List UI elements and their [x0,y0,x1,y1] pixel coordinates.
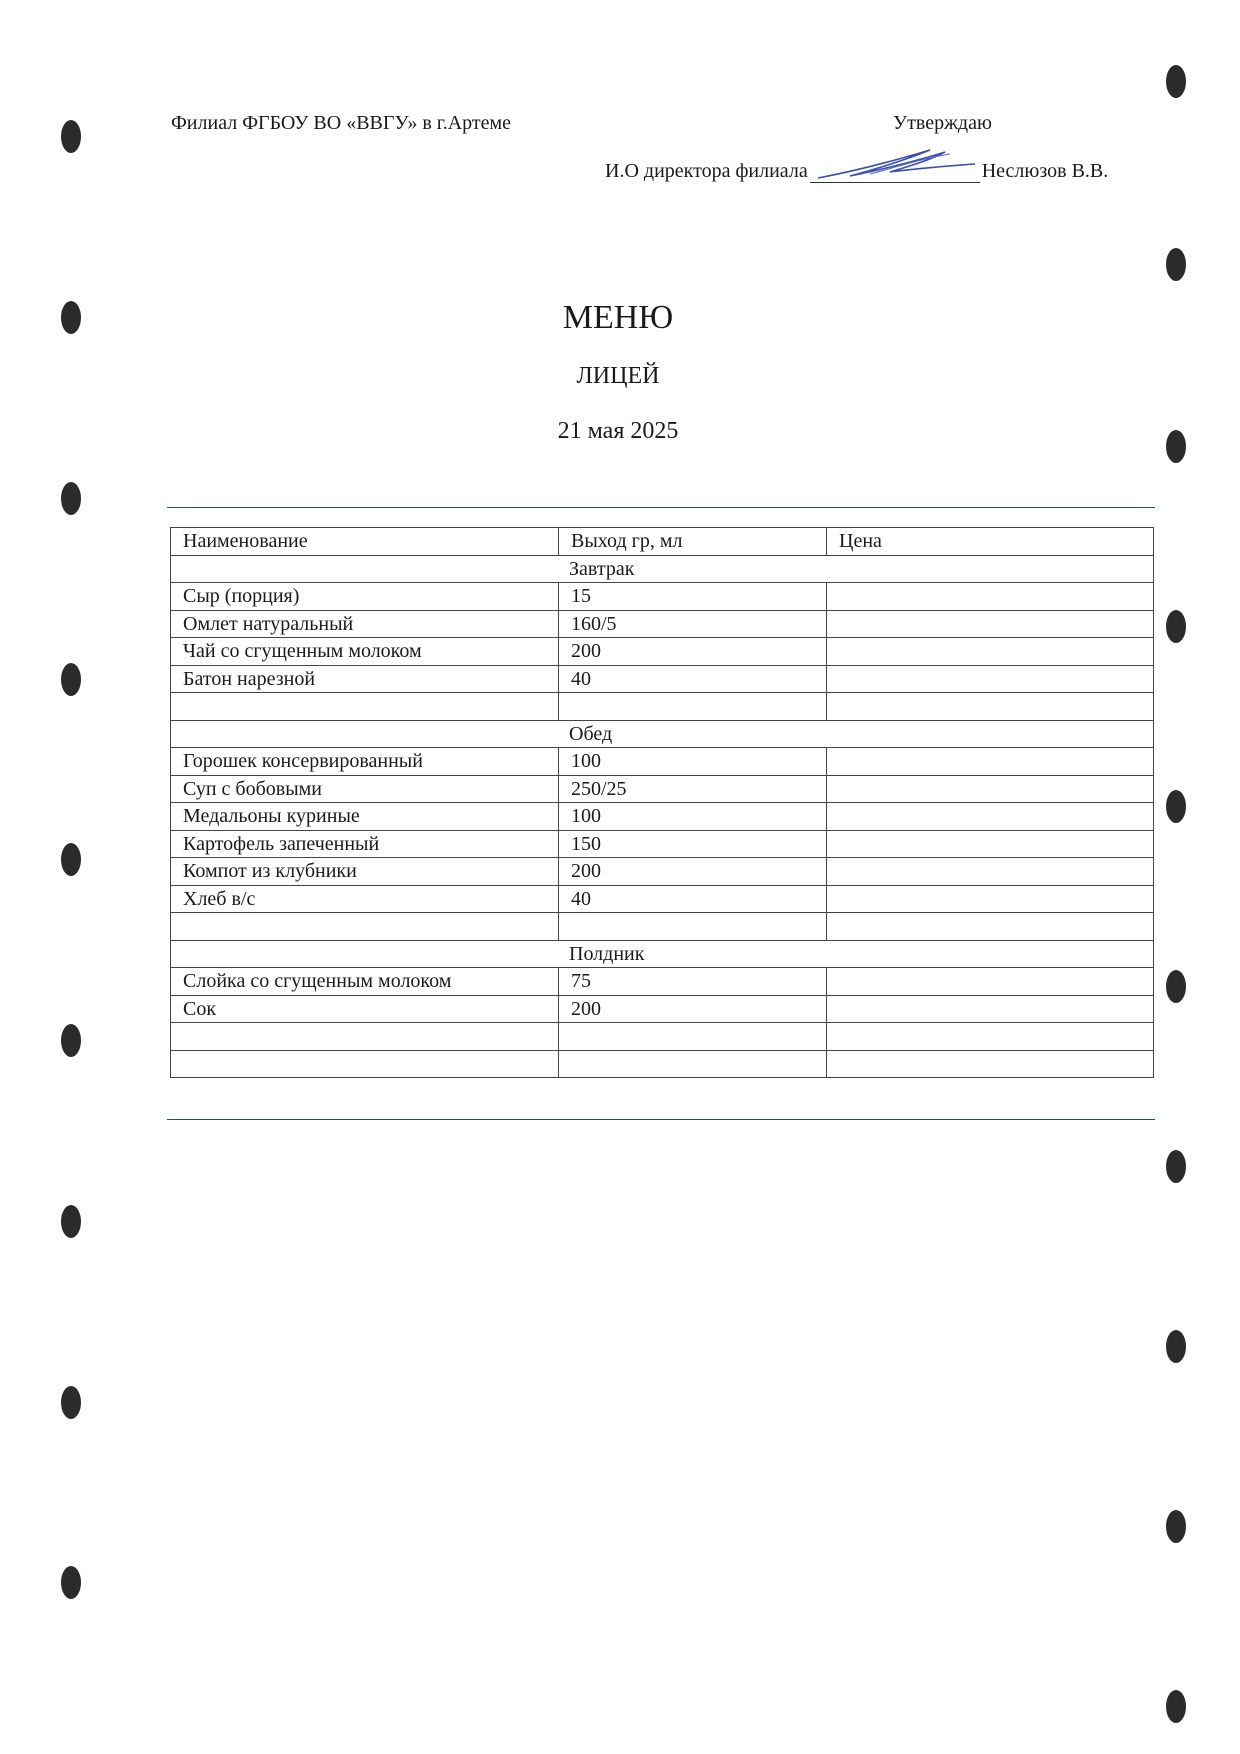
item-price [827,693,1154,721]
item-price [827,610,1154,638]
binder-hole [1166,65,1186,98]
item-name: Суп с бобовыми [171,775,559,803]
organization-name: Филиал ФГБОУ ВО «ВВГУ» в г.Артеме [171,112,512,134]
item-name: Картофель запеченный [171,830,559,858]
item-price [827,885,1154,913]
item-yield: 150 [559,830,827,858]
binder-hole [61,1566,81,1599]
table-row [171,885,1154,913]
item-yield: 40 [559,885,827,913]
table-row [171,693,1154,721]
table-row [171,665,1154,693]
item-name: Медальоны куриные [171,803,559,831]
binder-hole [61,482,81,515]
table-row [171,583,1154,611]
section-label: Завтрак [171,555,1154,583]
section-label: Обед [171,720,1154,748]
table-row [171,1023,1154,1051]
item-yield [559,913,827,941]
binder-hole [1166,1690,1186,1723]
item-yield: 100 [559,803,827,831]
document-date: 21 мая 2025 [557,418,679,444]
item-name: Горошек консервированный [171,748,559,776]
binder-hole [1166,1510,1186,1543]
item-price [827,665,1154,693]
binder-hole [61,1024,81,1057]
item-yield [559,693,827,721]
table-row [171,1050,1154,1078]
table-section-row [171,555,1154,583]
item-price [827,748,1154,776]
item-price [827,583,1154,611]
binder-hole [1166,1330,1186,1363]
item-yield [559,1050,827,1078]
item-yield: 200 [559,995,827,1023]
signature [810,160,980,183]
column-header-price: Цена [827,528,1154,556]
table-row [171,803,1154,831]
item-yield: 160/5 [559,610,827,638]
item-name: Компот из клубники [171,858,559,886]
binder-hole [1166,248,1186,281]
approve-label: Утверждаю [893,112,992,134]
item-price [827,803,1154,831]
item-price [827,913,1154,941]
column-header-name: Наименование [171,528,559,556]
table-row [171,830,1154,858]
item-yield: 75 [559,968,827,996]
item-name: Слойка со сгущенным молоком [171,968,559,996]
table-row [171,858,1154,886]
item-name: Сыр (порция) [171,583,559,611]
table-header-row [171,528,1154,556]
item-yield: 250/25 [559,775,827,803]
bottom-divider [167,1119,1155,1120]
menu-table [170,527,1154,1078]
item-price [827,830,1154,858]
item-name [171,1050,559,1078]
item-price [827,968,1154,996]
binder-hole [61,843,81,876]
binder-hole [1166,970,1186,1003]
column-header-yield: Выход гр, мл [559,528,827,556]
top-divider [167,507,1155,508]
item-yield: 15 [559,583,827,611]
item-name [171,693,559,721]
table-section-row [171,940,1154,968]
item-name: Батон нарезной [171,665,559,693]
table-section-row [171,720,1154,748]
item-name: Чай со сгущенным молоком [171,638,559,666]
director-approval-line [605,160,1108,183]
item-name: Сок [171,995,559,1023]
table-row [171,913,1154,941]
item-name: Омлет натуральный [171,610,559,638]
item-name [171,913,559,941]
item-yield: 100 [559,748,827,776]
item-yield: 200 [559,858,827,886]
item-name [171,1023,559,1051]
item-yield: 40 [559,665,827,693]
table-row [171,968,1154,996]
table-row [171,748,1154,776]
binder-hole [61,663,81,696]
item-price [827,1050,1154,1078]
item-yield: 200 [559,638,827,666]
director-name: Неслюзов В.В. [981,160,1109,182]
binder-hole [1166,610,1186,643]
binder-hole [1166,1150,1186,1183]
item-name: Хлеб в/с [171,885,559,913]
binder-hole [61,1386,81,1419]
table-row [171,610,1154,638]
signature-scribble [810,142,980,182]
binder-hole [61,120,81,153]
document-subtitle: ЛИЦЕЙ [576,363,660,389]
item-price [827,995,1154,1023]
binder-hole [1166,790,1186,823]
item-price [827,858,1154,886]
table-row [171,638,1154,666]
section-label: Полдник [171,940,1154,968]
item-price [827,1023,1154,1051]
table-row [171,995,1154,1023]
director-title: И.О директора филиала [605,160,808,182]
document-title: МЕНЮ [562,299,674,336]
item-yield [559,1023,827,1051]
table-row [171,775,1154,803]
binder-hole [61,1205,81,1238]
item-price [827,775,1154,803]
item-price [827,638,1154,666]
